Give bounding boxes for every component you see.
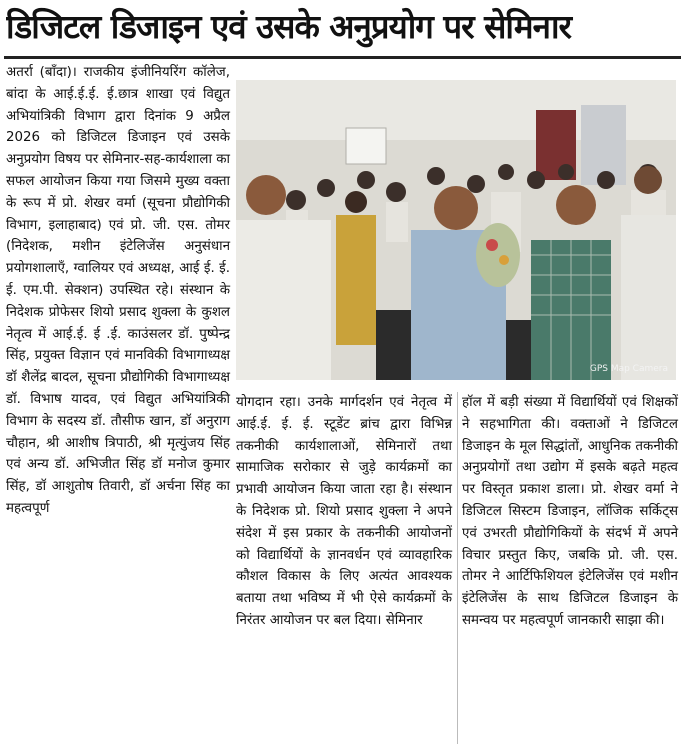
article-text-col1: अतर्रा (बाँदा)। राजकीय इंजीनियरिंग कॉलेज, बांदा के आई.ई.ई. ई.छात्र शाखा एवं विद्युत अभियांत्रिकी विभाग द्वारा दिनांक 9 अप्रैल 2026 को डिजिटल डिजाइन एवं उसके अनुप्रयोग विषय पर सेमिनार-सह-कार्यशाला का सफल आयोजन किया गया जिसमे मुख्य वक्ता के रूप में प्रो. शेखर वर्मा (सूचना प्रौद्योगिकी विभाग, इलाहाबाद) एवं प्रो. जी. एस. तोमर (निदेशक, मशीन इंटेलिजेंस अनुसंधान प्रयोगशालाएँ, ग्वालियर एवं अध्यक्ष, आई ई. ई. ई. एम.पी. सेक्शन) उपस्थित रहे। संस्थान के निदेशक प्रोफेसर शियो प्रसाद शुक्ला के कुशल नेतृत्व में आई.ई. ई .ई. काउंसलर डॉ. पुष्पेन्द्र सिंह, प्रयुक्त विज्ञान एवं मानविकी विभागाध्यक्ष डॉ शैलेंद्र बादल, सूचना प्रौद्योगिकी विभागाध्यक्ष डॉ. विभाष यादव, एवं विद्युत अभियांत्रिकी विभाग के सदस्य डॉ. तौसीफ खान, डॉ अनुराग चौहान, श्री आशीष त्रिपाठी, श्री मृत्युंजय सिंह एवं अन्य डॉ. अभिजीत सिंह डॉ मनोज कुमार सिंह, डॉ आशुतोष तिवारी, डॉ अर्चना सिंह का महत्वपूर्ण: [6, 65, 230, 516]
photo-watermark: GPS Map Camera: [589, 364, 668, 374]
article-column-2: [236, 392, 452, 748]
column-divider: [457, 392, 458, 744]
seminar-photo: [236, 80, 676, 380]
headline-rule: [4, 56, 681, 59]
article-column-1: [6, 62, 230, 748]
article-column-3: [462, 392, 678, 748]
article-text-col2: योगदान रहा। उनके मार्गदर्शन एवं नेतृत्व में आई.ई. ई. ई. स्टूडेंट ब्रांच द्वारा विभिन्न तकनीकी कार्यशालाओं, सेमिनारों तथा सामाजिक सरोकार से जुड़े कार्यक्रमों का प्रभावी आयोजन किया जाता रहा है। संस्थान के निदेशक प्रो. शियो प्रसाद शुक्ला ने अपने संदेश में इस प्रकार के तकनीकी आयोजनों को विद्यार्थियों के ज्ञानवर्धन एवं व्यावहारिक कौशल विकास के लिए अत्यंत आवश्यक बताया तथा भविष्य में भी ऐसे कार्यक्रमों के निरंतर आयोजन पर बल दिया। सेमिनार: [236, 395, 452, 628]
seminar-photo-illustration: [236, 80, 676, 380]
article-text-col3: हॉल में बड़ी संख्या में विद्यार्थियों एवं शिक्षकों ने सहभागिता की। वक्ताओं ने डिजिटल डिजाइन के मूल सिद्धांतों, आधुनिक तकनीकी अनुप्रयोगों तथा उद्योग में इसके बढ़ते महत्व पर विस्तृत प्रकाश डाला। प्रो. शेखर वर्मा ने डिजिटल सिस्टम डिजाइन, लॉजिक सर्किट्स एवं उभरती प्रौद्योगिकियों के संदर्भ में अपने विचार प्रस्तुत किए, जबकि प्रो. जी. एस. तोमर ने आर्टिफिशियल इंटेलिजेंस एवं मशीन इंटेलिजेंस के साथ डिजिटल डिजाइन के समन्वय पर महत्वपूर्ण जानकारी साझा की।: [462, 395, 678, 628]
headline: डिजिटल डिजाइन एवं उसके अनुप्रयोग पर सेमिनार: [6, 7, 572, 46]
